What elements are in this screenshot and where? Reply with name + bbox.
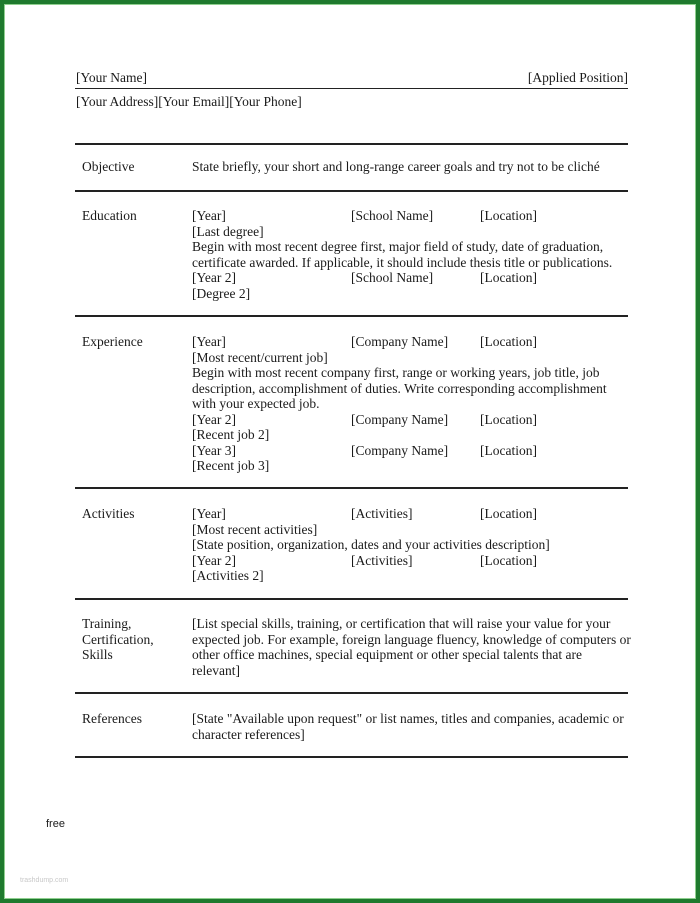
experience-company-2: [Company Name] — [351, 411, 449, 427]
experience-company-3: [Company Name] — [351, 442, 449, 458]
experience-year: [Year] — [192, 334, 226, 349]
education-location: [Location] — [480, 208, 537, 223]
activities-name: [Activities] — [351, 506, 413, 521]
education-label: Education — [82, 208, 137, 223]
education-school: [School Name] — [351, 208, 434, 223]
experience-location-2: [Location] — [480, 411, 537, 427]
activities-year: [Year] — [192, 506, 226, 521]
experience-company: [Company Name] — [351, 334, 449, 349]
applied-position: [Applied Position] — [527, 70, 628, 85]
objective-text — [192, 159, 632, 175]
objective-line: State briefly, your short and long-range career goals and try not to be cliché — [192, 159, 600, 174]
education-year: [Year] — [192, 208, 226, 223]
experience-job-3: [Recent job 3] — [192, 458, 270, 473]
education-degree: [Last degree] — [192, 223, 264, 239]
experience-row-3 — [192, 443, 632, 459]
experience-location-3: [Location] — [480, 442, 537, 458]
education-row-2 — [192, 270, 632, 286]
activities-name-2: [Activities] — [351, 552, 413, 568]
training-label — [82, 616, 182, 663]
applicant-name: [Your Name] — [76, 70, 147, 85]
activities-location: [Location] — [480, 506, 537, 521]
activities-row-2 — [192, 553, 632, 569]
section-divider — [75, 487, 628, 489]
activities-recent: [Most recent activities] — [192, 521, 318, 537]
footer-watermark: trashdump.com — [20, 877, 69, 884]
header-divider — [75, 88, 628, 89]
education-degree-2: [Degree 2] — [192, 285, 251, 301]
section-divider — [75, 756, 628, 758]
activities-location-2: [Location] — [480, 552, 537, 568]
training-label-line: Training, — [82, 616, 132, 631]
education-description: Begin with most recent degree first, major field of study, date of graduation, certificate awarded. If applicable, it should include thesis title or publications. — [192, 239, 613, 270]
activities-item-2: [Activities 2] — [192, 568, 264, 583]
section-divider — [75, 315, 628, 317]
objective-label: Objective — [82, 159, 135, 174]
training-text: [List special skills, training, or certification that will raise your value for your expected job. For example, foreign language fluency, knowledge of computers or other office machines, special equipment or other special talents that are relevant] — [192, 616, 631, 678]
education-year-2: [Year 2] — [192, 270, 236, 285]
experience-body — [192, 334, 632, 474]
references-label: References — [82, 711, 142, 726]
contact-line: [Your Address][Your Email][Your Phone] — [76, 94, 302, 109]
experience-location: [Location] — [480, 334, 537, 349]
experience-row-2 — [192, 412, 632, 428]
education-location-2: [Location] — [480, 270, 537, 285]
experience-row-1 — [192, 334, 632, 350]
training-label-line: Skills — [82, 647, 113, 662]
training-label-line: Certification, — [82, 631, 154, 647]
section-divider — [75, 190, 628, 192]
references-text: [State "Available upon request" or list names, titles and companies, academic or character references] — [192, 711, 624, 742]
education-school-2: [School Name] — [351, 270, 434, 285]
experience-job: [Most recent/current job] — [192, 349, 328, 365]
section-divider — [75, 598, 628, 600]
section-divider — [75, 143, 628, 145]
activities-year-2: [Year 2] — [192, 552, 236, 568]
activities-label: Activities — [82, 506, 135, 521]
activities-body — [192, 506, 632, 584]
activities-description: [State position, organization, dates and your activities description] — [192, 537, 550, 552]
education-body — [192, 208, 632, 301]
section-divider — [75, 692, 628, 694]
references-body — [192, 711, 632, 742]
experience-year-2: [Year 2] — [192, 411, 236, 427]
experience-year-3: [Year 3] — [192, 442, 236, 458]
experience-label: Experience — [82, 334, 143, 349]
training-body — [192, 616, 632, 678]
activities-row-1 — [192, 506, 632, 522]
experience-description: Begin with most recent company first, range or working years, job title, job description, accomplishment of duties. Write corresponding accomplishment with your expected job. — [192, 365, 607, 411]
experience-job-2: [Recent job 2] — [192, 427, 270, 442]
footer-free-label: free — [46, 818, 65, 830]
education-row-1 — [192, 208, 632, 224]
